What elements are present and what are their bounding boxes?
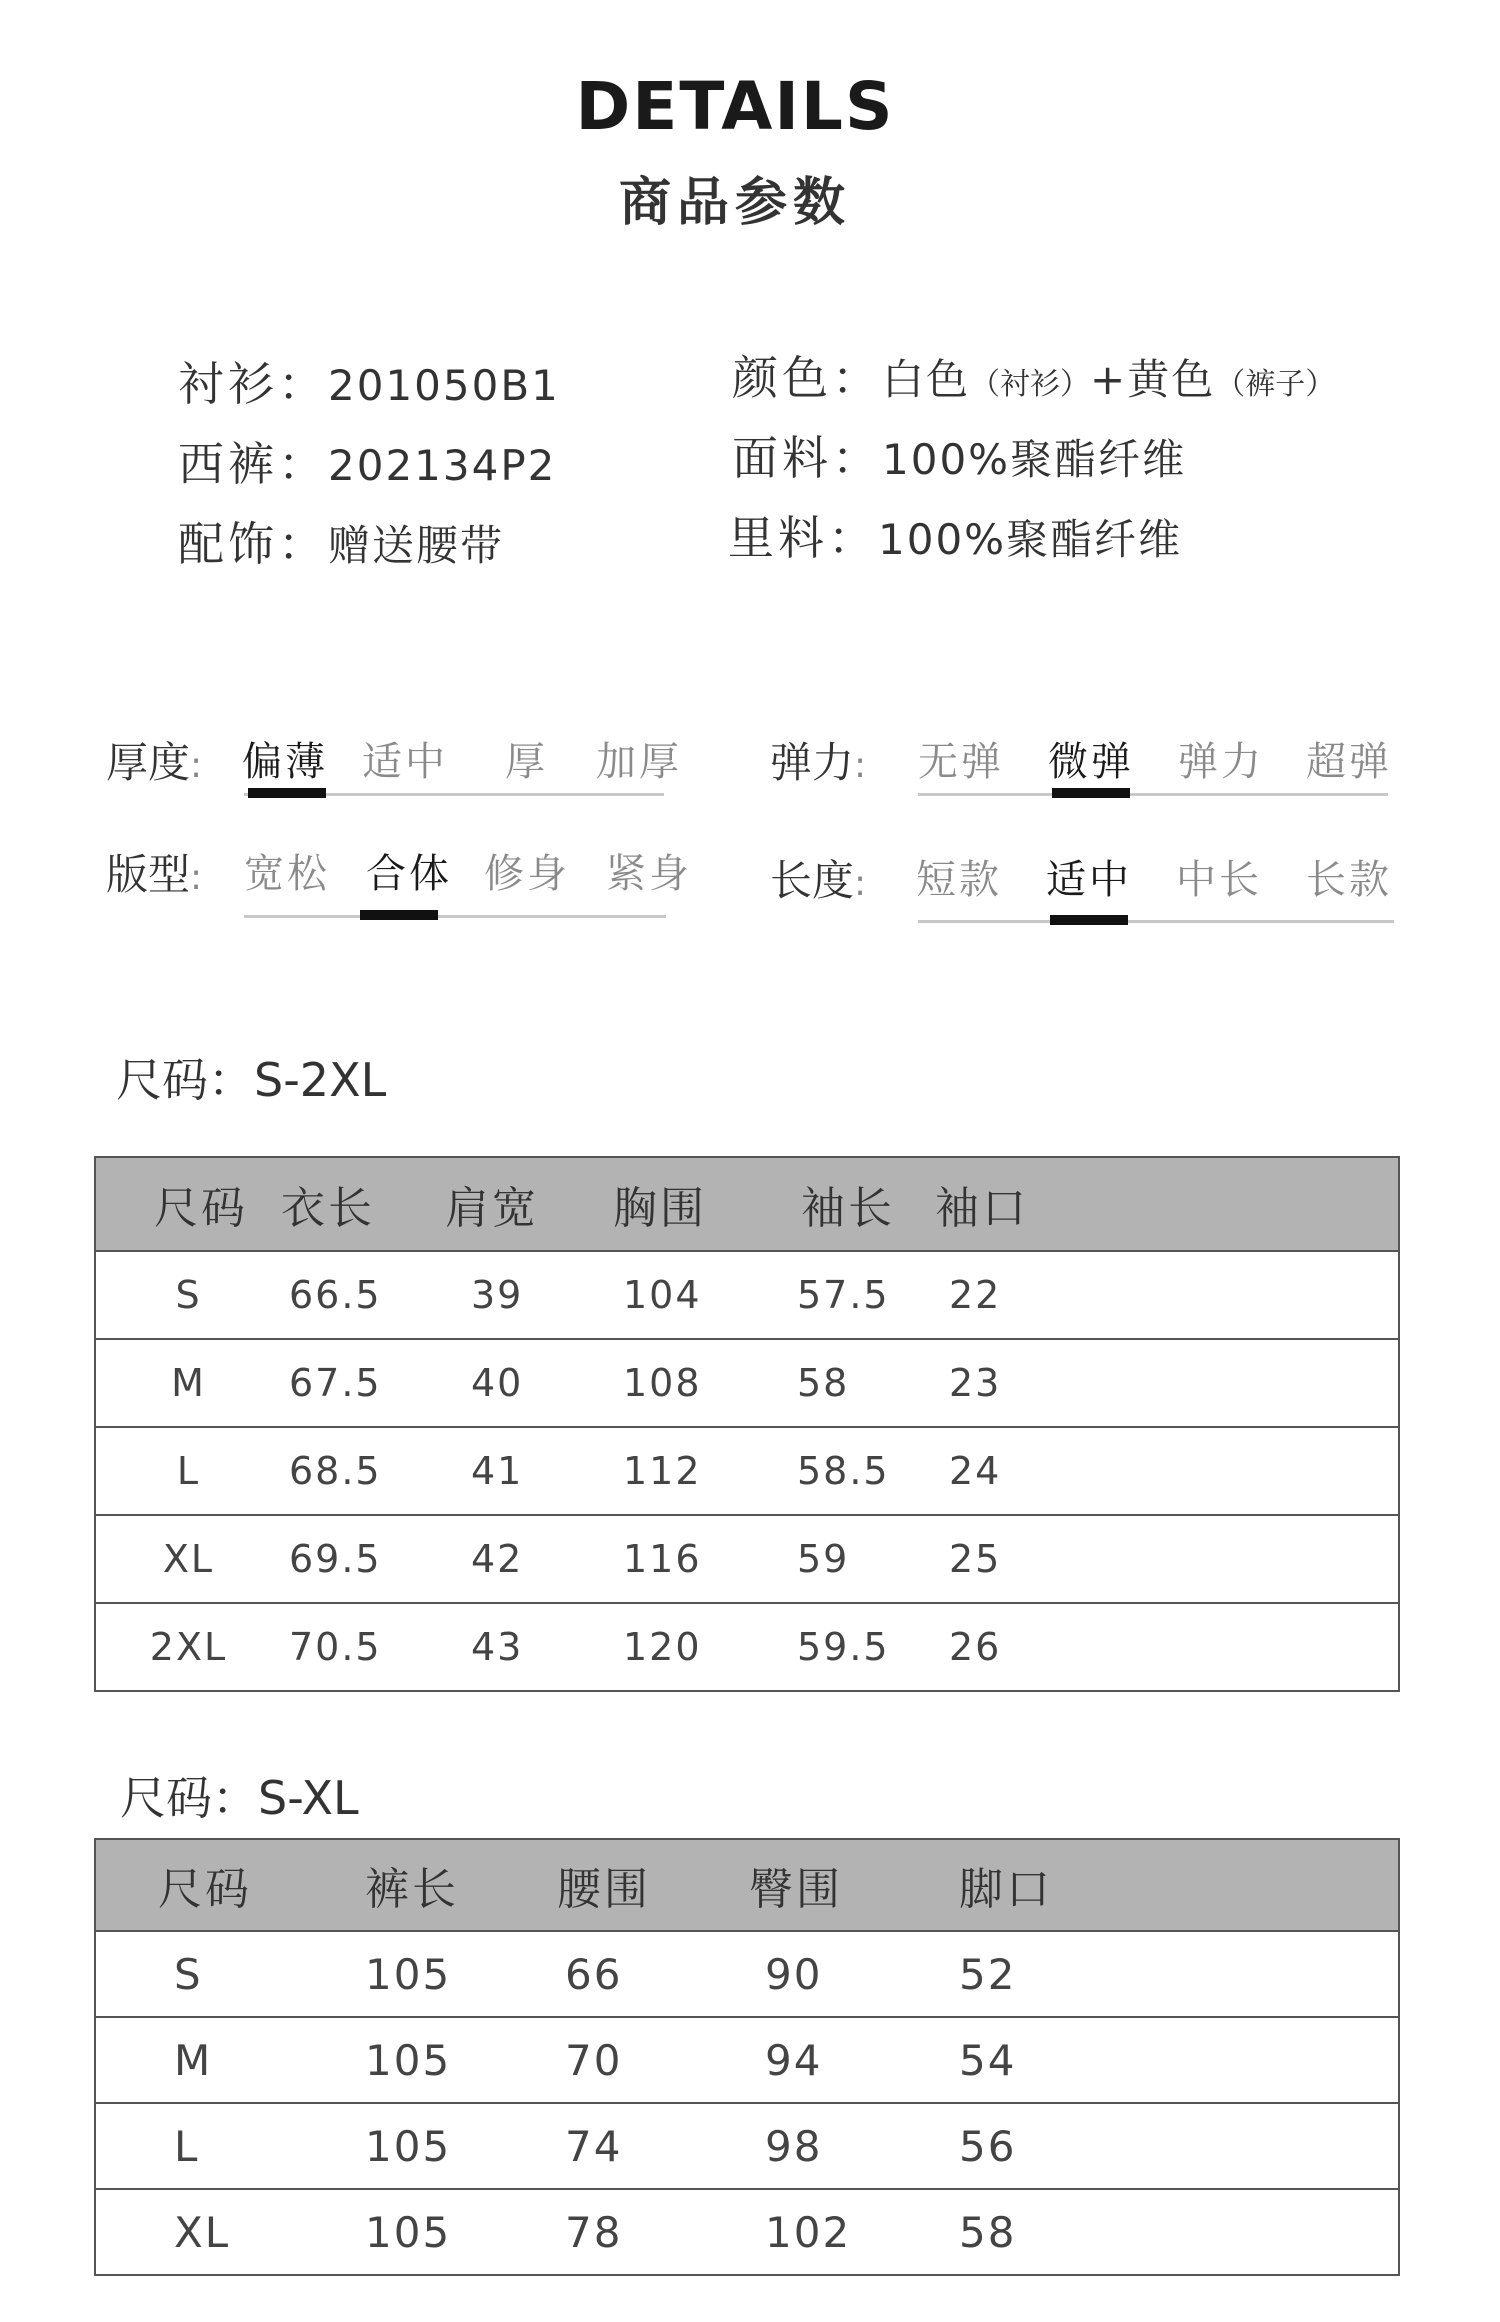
- thickness-option-medium: 适中: [362, 739, 448, 785]
- table-cell: 56: [959, 2103, 1399, 2189]
- shirt-header-chest: 胸围: [613, 1157, 789, 1251]
- color-note-1: （衬衫）: [970, 367, 1091, 402]
- table-cell: S: [95, 1251, 281, 1339]
- pants-size-title: 尺码：S-XL: [120, 1771, 359, 1825]
- info-lining: [728, 502, 1182, 568]
- pants-header-hip: 臀围: [749, 1839, 959, 1931]
- info-pants: [178, 428, 556, 494]
- accessory-value: 赠送腰带: [328, 521, 505, 570]
- pants-header-hem: 脚口: [959, 1839, 1399, 1931]
- table-cell: 54: [959, 2017, 1399, 2103]
- table-cell: 24: [935, 1427, 1399, 1515]
- table-cell: L: [95, 2103, 365, 2189]
- table-cell: 104: [613, 1251, 789, 1339]
- fit-label: 版型:: [106, 850, 203, 899]
- fabric-value: 100%聚酯纤维: [882, 435, 1187, 484]
- table-cell: 25: [935, 1515, 1399, 1603]
- table-cell: 59.5: [789, 1603, 935, 1691]
- table-cell: 42: [445, 1515, 613, 1603]
- elasticity-option-slight: 微弹: [1048, 739, 1134, 785]
- fit-option-tight: 紧身: [606, 851, 692, 897]
- color-value-2: +黄色: [1090, 355, 1216, 404]
- table-cell: 41: [445, 1427, 613, 1515]
- table-cell: 70: [557, 2017, 749, 2103]
- shirt-header-shoulder: 肩宽: [445, 1157, 613, 1251]
- table-row: [95, 1603, 1399, 1691]
- table-row: [95, 1339, 1399, 1427]
- table-cell: 116: [613, 1515, 789, 1603]
- thickness-option-thick: 厚: [505, 739, 548, 785]
- shirt-header-length: 衣长: [281, 1157, 445, 1251]
- table-cell: 105: [365, 2017, 557, 2103]
- table-cell: 112: [613, 1427, 789, 1515]
- table-row: [95, 2103, 1399, 2189]
- table-row: [95, 1515, 1399, 1603]
- length-label: 长度:: [770, 856, 867, 905]
- elasticity-label: 弹力:: [770, 738, 867, 787]
- fit-option-regular: 合体: [366, 851, 452, 897]
- table-row: [95, 1251, 1399, 1339]
- table-cell: S: [95, 1931, 365, 2017]
- table-cell: 43: [445, 1603, 613, 1691]
- info-fabric: [732, 422, 1186, 488]
- shirt-value: 201050B1: [328, 361, 560, 410]
- info-color: [732, 342, 1335, 408]
- table-cell: 59: [789, 1515, 935, 1603]
- table-cell: 67.5: [281, 1339, 445, 1427]
- fit-option-loose: 宽松: [244, 851, 330, 897]
- thickness-option-extra-thick: 加厚: [596, 739, 682, 785]
- info-accessory: [178, 508, 504, 574]
- length-option-mid-long: 中长: [1176, 857, 1262, 903]
- pants-table-header: [95, 1839, 1399, 1931]
- table-cell: 69.5: [281, 1515, 445, 1603]
- table-cell: XL: [95, 2189, 365, 2275]
- elasticity-option-super: 超弹: [1306, 739, 1392, 785]
- table-cell: 105: [365, 1931, 557, 2017]
- table-cell: 94: [749, 2017, 959, 2103]
- shirt-size-title: 尺码：S-2XL: [116, 1053, 387, 1107]
- fabric-label: 面料：: [732, 431, 882, 485]
- color-value-1: 白色: [882, 355, 971, 404]
- table-cell: 78: [557, 2189, 749, 2275]
- page-title-cn: 商品参数: [618, 173, 851, 233]
- table-cell: 39: [445, 1251, 613, 1339]
- table-cell: 66.5: [281, 1251, 445, 1339]
- table-cell: 74: [557, 2103, 749, 2189]
- table-cell: M: [95, 1339, 281, 1427]
- table-cell: M: [95, 2017, 365, 2103]
- color-note-2: （裤子）: [1215, 367, 1336, 402]
- thickness-option-thin: 偏薄: [242, 739, 328, 785]
- elasticity-option-elastic: 弹力: [1178, 739, 1264, 785]
- pants-header-length: 裤长: [365, 1839, 557, 1931]
- shirt-header-cuff: 袖口: [935, 1157, 1399, 1251]
- shirt-size-table: [94, 1156, 1400, 1692]
- table-row: [95, 1931, 1399, 2017]
- fit-selected-mark: [360, 910, 438, 920]
- table-cell: 57.5: [789, 1251, 935, 1339]
- length-option-short: 短款: [916, 857, 1002, 903]
- table-row: [95, 1427, 1399, 1515]
- table-row: [95, 2189, 1399, 2275]
- elasticity-track: [918, 793, 1388, 796]
- shirt-header-size: 尺码: [95, 1157, 281, 1251]
- table-cell: 52: [959, 1931, 1399, 2017]
- pants-header-waist: 腰围: [557, 1839, 749, 1931]
- length-option-medium: 适中: [1046, 857, 1132, 903]
- length-selected-mark: [1050, 915, 1128, 925]
- table-cell: 58: [959, 2189, 1399, 2275]
- table-cell: 58.5: [789, 1427, 935, 1515]
- table-cell: 105: [365, 2189, 557, 2275]
- table-cell: XL: [95, 1515, 281, 1603]
- info-shirt: [178, 348, 560, 414]
- thickness-selected-mark: [248, 788, 326, 798]
- length-option-long: 长款: [1306, 857, 1392, 903]
- table-cell: 2XL: [95, 1603, 281, 1691]
- pants-header-size: 尺码: [95, 1839, 365, 1931]
- table-cell: 23: [935, 1339, 1399, 1427]
- table-cell: 108: [613, 1339, 789, 1427]
- shirt-label: 衬衫：: [178, 357, 328, 411]
- pants-size-table: [94, 1838, 1400, 2276]
- table-cell: 66: [557, 1931, 749, 2017]
- table-row: [95, 2017, 1399, 2103]
- elasticity-option-none: 无弹: [918, 739, 1004, 785]
- table-cell: 26: [935, 1603, 1399, 1691]
- shirt-header-sleeve: 袖长: [789, 1157, 935, 1251]
- lining-label: 里料：: [728, 511, 878, 565]
- table-cell: 58: [789, 1339, 935, 1427]
- table-cell: 70.5: [281, 1603, 445, 1691]
- color-label: 颜色：: [732, 351, 882, 405]
- elasticity-selected-mark: [1052, 788, 1130, 798]
- table-cell: 40: [445, 1339, 613, 1427]
- fit-track: [244, 915, 666, 918]
- table-cell: 98: [749, 2103, 959, 2189]
- table-cell: 105: [365, 2103, 557, 2189]
- pants-value: 202134P2: [328, 441, 557, 490]
- page-title-en: DETAILS: [575, 68, 895, 145]
- accessory-label: 配饰：: [178, 517, 328, 571]
- table-cell: 120: [613, 1603, 789, 1691]
- table-cell: 90: [749, 1931, 959, 2017]
- table-cell: 102: [749, 2189, 959, 2275]
- pants-label: 西裤：: [178, 437, 328, 491]
- table-cell: 22: [935, 1251, 1399, 1339]
- shirt-table-header: [95, 1157, 1399, 1251]
- fit-option-slim: 修身: [484, 851, 570, 897]
- table-cell: 68.5: [281, 1427, 445, 1515]
- thickness-label: 厚度:: [106, 738, 203, 787]
- length-track: [918, 920, 1394, 923]
- lining-value: 100%聚酯纤维: [878, 515, 1183, 564]
- table-cell: L: [95, 1427, 281, 1515]
